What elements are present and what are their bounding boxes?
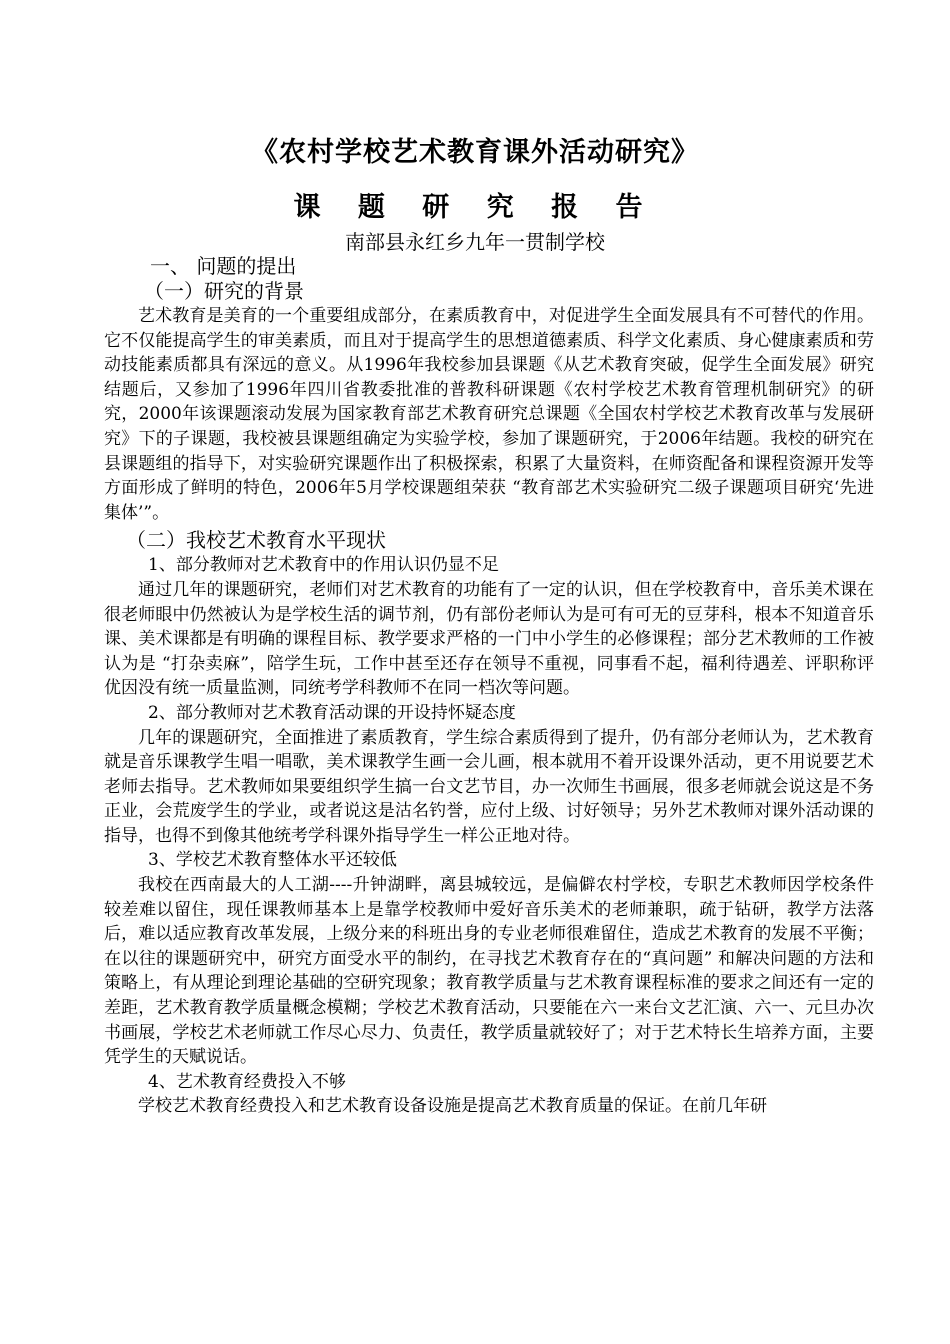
item-heading: 3、学校艺术教育整体水平还较低 xyxy=(148,850,397,871)
paragraph: 艺术教育是美育的一个重要组成部分，在素质教育中，对促进学生全面发展具有不可替代的作用。它不仅能提高学生的审美素质，而且对于提高学生的思想道德素质、科学文化素质、身心健康素质和劳动技能素质都具有深远的意义。从1996年我校参加县课题《从艺术教育突破，促学生全面发展》研究结题后，又参加了1996年四川省教委批准的普教科研课题《农村学校艺术教育管理机制研究》的研究，2000年该课题滚动发展为国家教育部艺术教育研究总课题《全国农村学校艺术教育改革与发展研究》下的子课题，我校被县课题组确定为实验学校，参加了课题研究，于2006年结题。我校的研究在县课题组的指导下，对实验研究课题作出了积极探索，积累了大量资料，在师资配备和课程资源开发等方面形成了鲜明的特色，2006年5月学校课题组荣获 “教育部艺术实验研究二级子课题项目研究‘先进集体’”。 xyxy=(104,306,874,523)
document-title: 《农村学校艺术教育课外活动研究》 xyxy=(251,137,699,168)
paragraph: 学校艺术教育经费投入和艺术教育设备设施是提高艺术教育质量的保证。在前几年研 xyxy=(138,1096,767,1117)
section-heading: 一、 问题的提出 xyxy=(150,254,297,278)
subsection-heading: （一）研究的背景 xyxy=(144,279,304,303)
document-subtitle: 课 题 研 究 报 告 xyxy=(293,192,657,223)
item-heading: 2、部分教师对艺术教育活动课的开设持怀疑态度 xyxy=(148,702,516,723)
item-heading: 1、部分教师对艺术教育中的作用认识仍显不足 xyxy=(148,555,499,576)
item-heading: 4、艺术教育经费投入不够 xyxy=(148,1071,346,1092)
paragraph: 几年的课题研究，全面推进了素质教育，学生综合素质得到了提升，仍有部分老师认为，艺术教育就是音乐课教学生唱一唱歌，美术课教学生画一会儿画，根本就用不着开设课外活动，更不用说要艺术老师去指导。艺术教师如果要组织学生搞一台文艺节目，办一次师生书画展，很多老师就会说这是不务正业，会荒废学生的学业，或者说这是沽名钓誉，应付上级、讨好领导；另外艺术教师对课外活动课的指导，也得不到像其他统考学科课外指导学生一样公正地对待。 xyxy=(104,727,874,846)
paragraph: 通过几年的课题研究，老师们对艺术教育的功能有了一定的认识，但在学校教育中，音乐美术课在很老师眼中仍然被认为是学校生活的调节剂，仍有部份老师认为是可有可无的豆芽科，根本不知道音乐课、美术课都是有明确的课程目标、教学要求严格的一门中小学生的必修课程；部分艺术教师的工作被认为是 “打杂卖麻”，陪学生玩，工作中甚至还存在领导不重视，同事看不起，福利待遇差、评职称评优因没有统一质量监测，同统考学科教师不在同一档次等问题。 xyxy=(104,579,874,699)
subsection-heading: （二）我校艺术教育水平现状 xyxy=(126,528,386,553)
school-name: 南部县永红乡九年一贯制学校 xyxy=(345,230,605,254)
document-body xyxy=(104,254,874,1119)
paragraph: 我校在西南最大的人工湖----升钟湖畔，离县城较远，是偏僻农村学校，专职艺术教师因学校条件较差难以留住，现任课教师基本上是靠学校教师中爱好音乐美术的老师兼职，疏于钻研，教学方法落后，难以适应教育改革发展，上级分来的科班出身的专业老师很难留住，造成艺术教育的发展不平衡；在以往的课题研究中，研究方面受水平的制约，在寻找艺术教育存在的“真问题” 和解决问题的方法和策略上，有从理论到理论基础的空研究现象；教育教学质量与艺术教育课程标准的要求之间还有一定的差距，艺术教育教学质量概念模糊；学校艺术教育活动，只要能在六一来台文艺汇演、六一、元旦办次书画展，学校艺术老师就工作尽心尽力、负责任，教学质量就较好了；对于艺术特长生培养方面，主要凭学生的天赋说话。 xyxy=(104,875,874,1068)
